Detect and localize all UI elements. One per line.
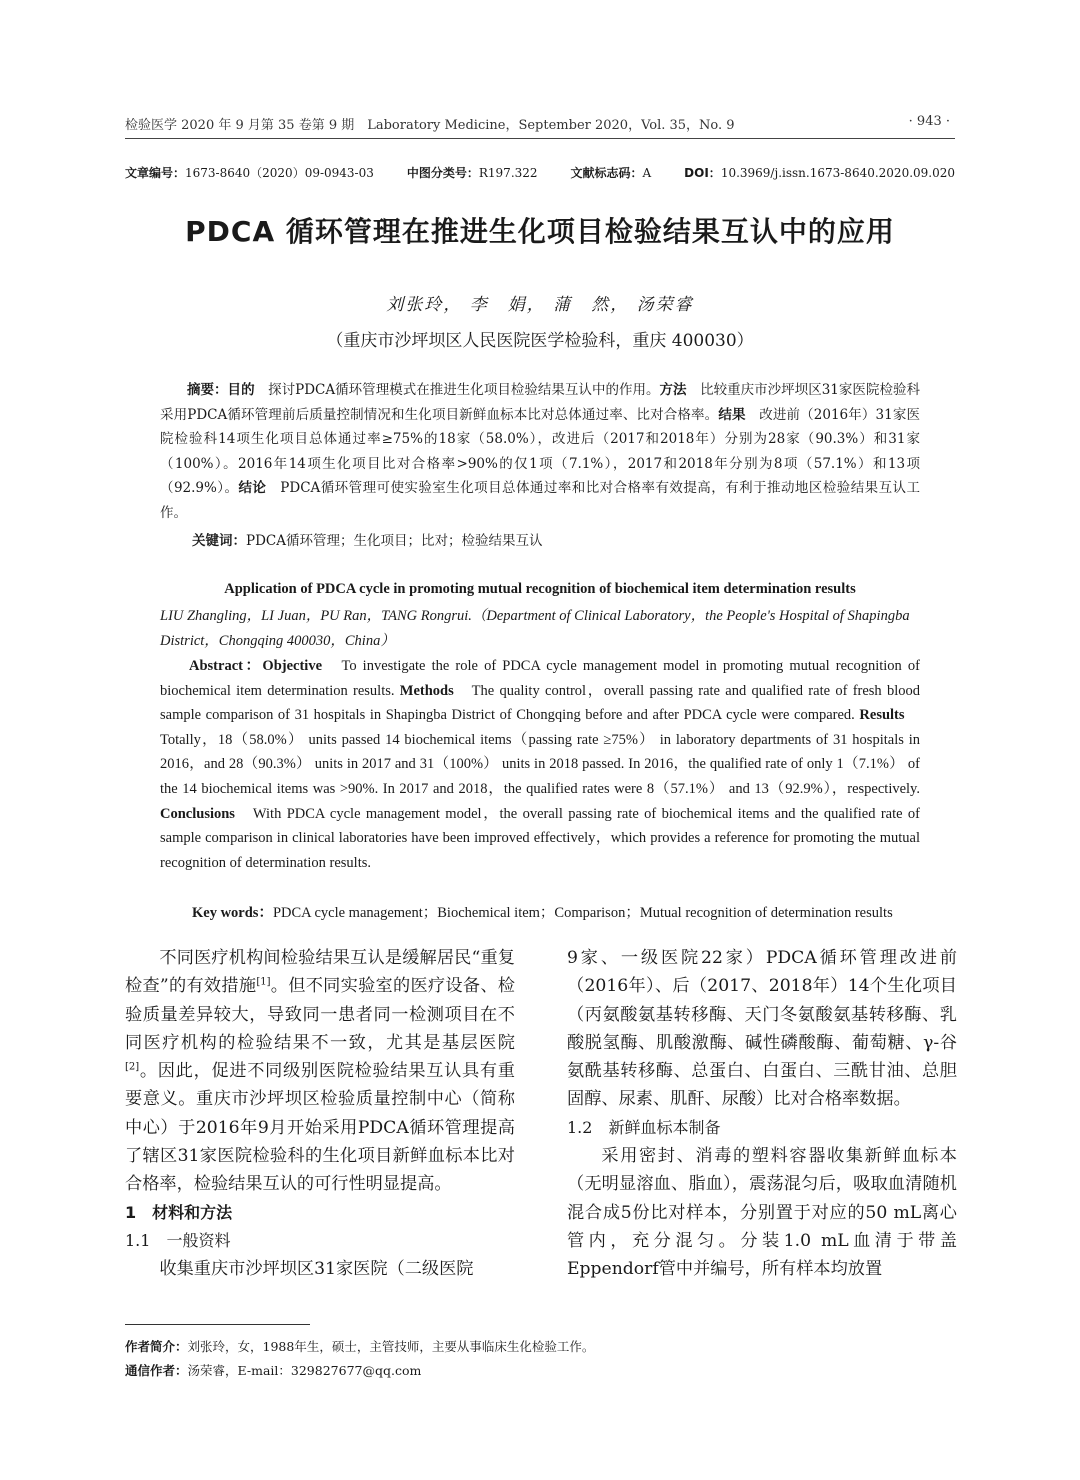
paragraph-1-1-start: 收集重庆市沙坪坝区31家医院（二级医院 <box>159 1259 474 1280</box>
article-number: 文章编号：1673-8640（2020）09-0943-03 <box>125 166 374 180</box>
intro-paragraph: 不同医疗机构间检验结果互认是缓解居民“重复检查”的有效措施[1]。但不同实验室的医疗设备、检验质量差异较大，导致同一患者同一检测项目在不同医疗机构的检验结果不一致，尤其是基层医院[2]。因此，促进不同级别医院检验结果互认具有重要意义。重庆市沙坪坝区检验质量控制中心（简称中心）于2016年9月开始采用PDCA循环管理提高了辖区31家医院检验科的生化项目新鲜血标本比对合格率，检验结果互认的可行性明显提高。 <box>125 948 515 1195</box>
body-column-right <box>567 944 957 1284</box>
footnote-divider <box>125 1324 310 1325</box>
subsection-heading-1-1: 1.1 一般资料 <box>125 1230 231 1250</box>
document-code: 文献标志码：A <box>570 166 652 180</box>
paper-title: PDCA 循环管理在推进生化项目检验结果互认中的应用 <box>185 215 895 248</box>
clc-number: 中图分类号：R197.322 <box>406 166 538 180</box>
paragraph-1-2: 采用密封、消毒的塑料容器收集新鲜血标本（无明显溶血、脂血），震荡混匀后，吸取血清随机混合成5份比对样本，分别置于对应的50 mL离心管内，充分混匀。分装1.0 mL血清于带盖Eppendorf管中并编号，所有样本均放置 <box>567 1146 957 1280</box>
citation-ref-2: [2] <box>125 1061 140 1073</box>
doi: DOI：10.3969/j.issn.1673-8640.2020.09.020 <box>684 166 955 180</box>
corresponding-author: 通信作者：汤荣睿，E-mail：329827677@qq.com <box>125 1363 422 1378</box>
subsection-heading-1-2: 1.2 新鲜血标本制备 <box>567 1117 721 1137</box>
page-number: · 943 · <box>908 114 950 129</box>
author-bio: 作者简介：刘张玲，女，1988年生，硕士，主管技师，主要从事临床生化检验工作。 <box>125 1339 595 1354</box>
affiliation: （重庆市沙坪坝区人民医院医学检验科，重庆 400030） <box>326 331 754 351</box>
keywords-chinese: 关键词：PDCA循环管理；生化项目；比对；检验结果互认 <box>192 533 543 549</box>
citation-ref-1: [1] <box>256 976 271 988</box>
english-title: Application of PDCA cycle in promoting mutual recognition of biochemical item determination results <box>224 581 856 597</box>
abstract-label: 摘要：目的 <box>187 382 255 398</box>
body-column-left <box>125 944 515 1284</box>
abstract-chinese: 摘要：目的 探讨PDCA循环管理模式在推进生化项目检验结果互认中的作用。方法 比较重庆市沙坪坝区31家医院检验科采用PDCA循环管理前后质量控制情况和生化项目新鲜血标本比对总体通过率、比对合格率。结果 改进前（2016年）31家医院检验科14项生化项目总体通过率≥75%的18家（58.0%），改进后（2017和2018年）分别为28家（90.3%）和31家（100%）。2016年14项生化项目比对合格率>90%的仅1项（7.1%），2017和2018年分别为8项（57.1%）和13项（92.9%）。结论 PDCA循环管理可使实验室生化项目总体通过率和比对合格率有效提高，有利于推动地区检验结果互认工作。 <box>160 382 921 521</box>
article-metadata <box>125 164 955 181</box>
header-divider <box>125 138 955 139</box>
section-heading-1: 1 材料和方法 <box>125 1202 233 1222</box>
running-header: 检验医学 2020 年 9 月第 35 卷第 9 期 Laboratory Medicine，September 2020，Vol. 35，No. 9 <box>125 118 735 133</box>
author-list: 刘张玲， 李 娟， 蒲 然， 汤荣睿 <box>386 295 694 315</box>
keywords-english: Key words：PDCA cycle management；Biochemical item；Comparison；Mutual recognition of determination results <box>192 905 893 921</box>
english-authors: LIU Zhangling，LI Juan，PU Ran，TANG Rongrui.（Department of Clinical Laboratory，the People's Hospital of Shapingba District，Chongqing 400030，China） <box>160 608 910 649</box>
paragraph-1-1-cont: 9家、一级医院22家）PDCA循环管理改进前（2016年）、后（2017、2018年）14个生化项目（丙氨酸氨基转移酶、天门冬氨酸氨基转移酶、乳酸脱氢酶、肌酸激酶、碱性磷酸酶、葡萄糖、γ-谷氨酰基转移酶、总蛋白、白蛋白、三酰甘油、总胆固醇、尿素、肌酐、尿酸）比对合格率数据。 <box>567 948 957 1110</box>
abstract-english: Abstract：Objective To investigate the role of PDCA cycle management model in promoting mutual recognition of biochemical item determination results. Methods The quality control，overall passing rate and qualified rate of fresh blood sample comparison of 31 hospitals in Shapingba District of Chongqing before and after PDCA cycle were compared. Results Totally，18（58.0%） units passed 14 biochemical items（passing rate ≥75%） in laboratory departments of 31 hospitals in 2016，and 28（90.3%） units in 2017 and 31（100%） units in 2018 passed. In 2016，the qualified rate of only 1（7.1%） of the 14 biochemical items was >90%. In 2017 and 2018，the qualified rates were 8（57.1%） and 13（92.9%），respectively. Conclusions With PDCA cycle management model，the overall passing rate of biochemical items and the qualified rate of sample comparison in clinical laboratories have been improved effectively，which provides a reference for promoting the mutual recognition of determination results. <box>160 658 920 871</box>
